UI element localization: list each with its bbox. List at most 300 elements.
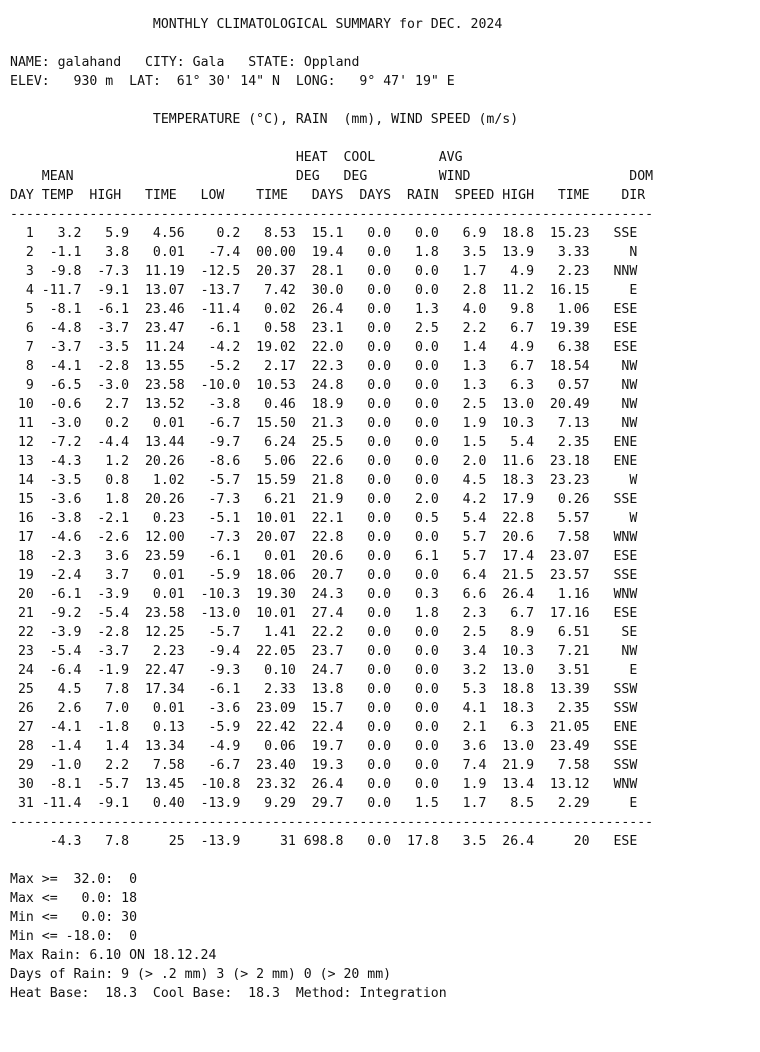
cell-heat-deg-days: 24.8	[295, 378, 344, 393]
cell-rain: 0.0	[391, 777, 439, 792]
cell-rain: 0.0	[391, 283, 439, 298]
cell-high-time: 1.02	[129, 473, 185, 488]
cell-cool-deg-days: 0.0	[343, 663, 392, 678]
cell-day: 2	[10, 245, 34, 260]
cell-mean-temp: 3.2	[33, 226, 82, 241]
cell-avg-wind-speed: 2.5	[438, 625, 487, 640]
table-row	[10, 737, 653, 756]
cell-day: 20	[10, 587, 34, 602]
summary-row	[10, 832, 653, 851]
cell-high: 2.2	[81, 758, 130, 773]
cell-rain: 0.0	[391, 226, 439, 241]
cell-high-time: 13.34	[129, 739, 185, 754]
cell-low-time: 0.58	[240, 321, 296, 336]
cell-high-time: 11.19	[129, 264, 185, 279]
cell-low-time: 23.40	[240, 758, 296, 773]
cell-low: -5.1	[184, 511, 241, 526]
cell-rain: 0.0	[391, 644, 439, 659]
cell-day: 6	[10, 321, 34, 336]
cell-wind-time: 2.35	[534, 701, 590, 716]
cell-mean-temp: -4.1	[33, 359, 82, 374]
cell-cool-deg-days: 0.0	[343, 473, 392, 488]
cell-high: -1.9	[81, 663, 130, 678]
cell-day: 27	[10, 720, 34, 735]
cell-mean-temp: -1.4	[33, 739, 82, 754]
cell-wind-time: 23.23	[534, 473, 590, 488]
footer-bases: Heat Base: 18.3 Cool Base: 18.3 Method: Integration	[10, 986, 447, 1001]
cell-low: -6.1	[184, 549, 241, 564]
cell-low: -5.7	[184, 473, 241, 488]
cell-mean-temp: -3.7	[33, 340, 82, 355]
cell-high: 1.8	[81, 492, 130, 507]
cell-wind-time: 0.57	[534, 378, 590, 393]
cell-wind-high: 18.3	[486, 701, 535, 716]
cell-cool-deg-days: 0.0	[343, 283, 392, 298]
cell-cool-deg-days: 0.0	[343, 492, 392, 507]
cell-cool-deg-days: 0.0	[343, 606, 392, 621]
cell-day: 4	[10, 283, 34, 298]
cell-low-time: 0.01	[240, 549, 296, 564]
cell-heat-deg-days: 24.3	[295, 587, 344, 602]
station-lat: 61° 30' 14" N	[176, 74, 280, 89]
cell-rain: 1.5	[391, 796, 439, 811]
cell-wind-time: 7.58	[534, 758, 590, 773]
cell-day: 28	[10, 739, 34, 754]
cell-avg-wind-speed: 4.5	[438, 473, 487, 488]
cell-rain: 0.0	[391, 454, 439, 469]
table-row	[10, 680, 653, 699]
cell-high-time: 11.24	[129, 340, 185, 355]
cell-heat-deg-days: 23.1	[295, 321, 344, 336]
cell-dom-dir: SE	[589, 625, 638, 640]
cell-low-time: 2.17	[240, 359, 296, 374]
cell-wind-time: 23.18	[534, 454, 590, 469]
cell-wind-high: 11.6	[486, 454, 535, 469]
header-line: HEAT COOL AVG	[10, 150, 463, 165]
cell-high: -3.0	[81, 378, 130, 393]
cell-heat-deg-days: 22.1	[295, 511, 344, 526]
cell-day: 15	[10, 492, 34, 507]
cell-rain: 0.0	[391, 625, 439, 640]
cell-wind-time: 2.23	[534, 264, 590, 279]
cell-avg-wind-speed: 4.2	[438, 492, 487, 507]
cell-wind-high: 6.3	[486, 378, 535, 393]
cell-cool-deg-days: 0.0	[343, 720, 392, 735]
cell-high: 0.8	[81, 473, 130, 488]
cell-cool-deg-days: 0.0	[343, 549, 392, 564]
cell-rain: 1.3	[391, 302, 439, 317]
cell-rain: 2.0	[391, 492, 439, 507]
station-name: galahand	[57, 55, 122, 70]
cell-wind-high: 8.9	[486, 625, 535, 640]
cell-day: 18	[10, 549, 34, 564]
cell-high-time: 2.23	[129, 644, 185, 659]
cell-avg-wind-speed: 2.2	[438, 321, 487, 336]
table-row	[10, 699, 653, 718]
cell-high: 3.8	[81, 245, 130, 260]
cell-dom-dir: ESE	[589, 340, 638, 355]
cell-low: -6.7	[184, 416, 241, 431]
cell-mean-temp: 2.6	[33, 701, 82, 716]
cell-low: -3.8	[184, 397, 241, 412]
cell-dom-dir: WNW	[589, 530, 638, 545]
cell-low: -13.9	[184, 834, 241, 849]
cell-wind-time: 19.39	[534, 321, 590, 336]
cell-rain: 0.0	[391, 378, 439, 393]
cell-avg-wind-speed: 3.6	[438, 739, 487, 754]
cell-cool-deg-days: 0.0	[343, 264, 392, 279]
cell-high: -5.4	[81, 606, 130, 621]
cell-heat-deg-days: 23.7	[295, 644, 344, 659]
cell-heat-deg-days: 22.0	[295, 340, 344, 355]
cell-cool-deg-days: 0.0	[343, 226, 392, 241]
cell-high: 5.9	[81, 226, 130, 241]
cell-cool-deg-days: 0.0	[343, 796, 392, 811]
cell-rain: 0.0	[391, 397, 439, 412]
cell-cool-deg-days: 0.0	[343, 587, 392, 602]
cell-high: -7.3	[81, 264, 130, 279]
cell-wind-time: 3.33	[534, 245, 590, 260]
cell-low-time: 0.46	[240, 397, 296, 412]
cell-heat-deg-days: 19.3	[295, 758, 344, 773]
cell-rain: 0.5	[391, 511, 439, 526]
cell-mean-temp: -1.0	[33, 758, 82, 773]
cell-low-time: 9.29	[240, 796, 296, 811]
cell-dom-dir: NW	[589, 644, 638, 659]
cell-mean-temp: -0.6	[33, 397, 82, 412]
cell-mean-temp: -4.1	[33, 720, 82, 735]
table-row	[10, 661, 653, 680]
cell-high-time: 4.56	[129, 226, 185, 241]
cell-heat-deg-days: 22.2	[295, 625, 344, 640]
cell-cool-deg-days: 0.0	[343, 302, 392, 317]
cell-low: -10.0	[184, 378, 241, 393]
cell-heat-deg-days: 25.5	[295, 435, 344, 450]
cell-rain: 0.0	[391, 340, 439, 355]
cell-rain: 6.1	[391, 549, 439, 564]
cell-high-time: 0.13	[129, 720, 185, 735]
cell-heat-deg-days: 26.4	[295, 302, 344, 317]
cell-day: 29	[10, 758, 34, 773]
cell-mean-temp: -7.2	[33, 435, 82, 450]
cell-rain: 0.0	[391, 264, 439, 279]
cell-cool-deg-days: 0.0	[343, 701, 392, 716]
cell-high-time: 0.01	[129, 587, 185, 602]
cell-rain: 0.0	[391, 473, 439, 488]
cell-heat-deg-days: 21.3	[295, 416, 344, 431]
cell-low: -5.2	[184, 359, 241, 374]
cell-low-time: 10.01	[240, 606, 296, 621]
cell-avg-wind-speed: 7.4	[438, 758, 487, 773]
footer-min-extreme: Min <= -18.0: 0	[10, 929, 138, 944]
cell-low-time: 1.41	[240, 625, 296, 640]
cell-dom-dir: SSE	[589, 568, 638, 583]
cell-avg-wind-speed: 5.3	[438, 682, 487, 697]
cell-rain: 0.0	[391, 720, 439, 735]
cell-low: -4.9	[184, 739, 241, 754]
blank-line	[10, 91, 653, 110]
cell-low: -3.6	[184, 701, 241, 716]
cell-low: -5.9	[184, 720, 241, 735]
cell-mean-temp: -4.3	[33, 834, 82, 849]
cell-wind-time: 7.21	[534, 644, 590, 659]
cell-cool-deg-days: 0.0	[343, 834, 392, 849]
cell-heat-deg-days: 698.8	[295, 834, 344, 849]
table-row	[10, 756, 653, 775]
cell-dom-dir: ESE	[589, 606, 638, 621]
cell-low: -6.1	[184, 321, 241, 336]
cell-cool-deg-days: 0.0	[343, 777, 392, 792]
cell-heat-deg-days: 19.4	[295, 245, 344, 260]
cell-high-time: 13.07	[129, 283, 185, 298]
table-row	[10, 433, 653, 452]
table-row	[10, 319, 653, 338]
cell-high-time: 22.47	[129, 663, 185, 678]
table-row	[10, 224, 653, 243]
cell-high: 0.2	[81, 416, 130, 431]
cell-high: -3.9	[81, 587, 130, 602]
table-row	[10, 509, 653, 528]
cell-high: 1.2	[81, 454, 130, 469]
cell-wind-high: 6.7	[486, 359, 535, 374]
cell-low: -11.4	[184, 302, 241, 317]
cell-wind-high: 5.4	[486, 435, 535, 450]
cell-rain: 17.8	[391, 834, 439, 849]
daily-rows	[10, 224, 653, 813]
blank-line	[10, 129, 653, 148]
cell-wind-high: 4.9	[486, 264, 535, 279]
cell-mean-temp: -1.1	[33, 245, 82, 260]
cell-wind-time: 17.16	[534, 606, 590, 621]
cell-cool-deg-days: 0.0	[343, 758, 392, 773]
cell-low-time: 2.33	[240, 682, 296, 697]
cell-avg-wind-speed: 5.7	[438, 549, 487, 564]
table-row	[10, 376, 653, 395]
cell-day: 14	[10, 473, 34, 488]
cell-day: 13	[10, 454, 34, 469]
cell-day: 25	[10, 682, 34, 697]
cell-heat-deg-days: 15.1	[295, 226, 344, 241]
cell-wind-high: 21.5	[486, 568, 535, 583]
cell-dom-dir: NW	[589, 397, 638, 412]
cell-day: 31	[10, 796, 34, 811]
cell-dom-dir: SSE	[589, 739, 638, 754]
cell-low: -6.7	[184, 758, 241, 773]
cell-low: -6.1	[184, 682, 241, 697]
cell-dom-dir: ENE	[589, 454, 638, 469]
cell-mean-temp: -5.4	[33, 644, 82, 659]
cell-low: -13.7	[184, 283, 241, 298]
table-row	[10, 794, 653, 813]
cell-wind-time: 0.26	[534, 492, 590, 507]
cell-mean-temp: -11.4	[33, 796, 82, 811]
blank-line	[10, 34, 653, 53]
cell-rain: 0.0	[391, 530, 439, 545]
cell-high: -2.8	[81, 359, 130, 374]
cell-high: -2.1	[81, 511, 130, 526]
cell-avg-wind-speed: 1.4	[438, 340, 487, 355]
cell-high-time: 0.01	[129, 416, 185, 431]
cell-low-time: 10.01	[240, 511, 296, 526]
cell-wind-high: 13.4	[486, 777, 535, 792]
cell-avg-wind-speed: 2.1	[438, 720, 487, 735]
cell-dom-dir: SSW	[589, 682, 638, 697]
cell-day: 3	[10, 264, 34, 279]
cell-high: 7.8	[81, 834, 130, 849]
cell-low-time: 20.07	[240, 530, 296, 545]
cell-high: -3.7	[81, 644, 130, 659]
cell-mean-temp: -8.1	[33, 777, 82, 792]
cell-avg-wind-speed: 1.5	[438, 435, 487, 450]
cell-cool-deg-days: 0.0	[343, 530, 392, 545]
table-row	[10, 395, 653, 414]
cell-dom-dir: WNW	[589, 587, 638, 602]
cell-low: -4.2	[184, 340, 241, 355]
cell-low: -9.7	[184, 435, 241, 450]
cell-high-time: 23.58	[129, 378, 185, 393]
cell-day: 1	[10, 226, 34, 241]
cell-low: -5.9	[184, 568, 241, 583]
cell-mean-temp: -3.8	[33, 511, 82, 526]
footer-rain-days: Days of Rain: 9 (> .2 mm) 3 (> 2 mm) 0 (> 20 mm)	[10, 967, 392, 982]
cell-low-time: 0.10	[240, 663, 296, 678]
cell-mean-temp: -8.1	[33, 302, 82, 317]
table-row	[10, 452, 653, 471]
cell-avg-wind-speed: 1.9	[438, 416, 487, 431]
cell-wind-time: 20	[534, 834, 590, 849]
cell-heat-deg-days: 18.9	[295, 397, 344, 412]
cell-wind-high: 18.8	[486, 226, 535, 241]
cell-avg-wind-speed: 1.9	[438, 777, 487, 792]
cell-wind-time: 23.57	[534, 568, 590, 583]
cell-wind-time: 6.51	[534, 625, 590, 640]
cell-dom-dir: WNW	[589, 777, 638, 792]
cell-high: -6.1	[81, 302, 130, 317]
cell-cool-deg-days: 0.0	[343, 245, 392, 260]
cell-avg-wind-speed: 3.5	[438, 834, 487, 849]
cell-heat-deg-days: 30.0	[295, 283, 344, 298]
cell-heat-deg-days: 22.4	[295, 720, 344, 735]
station-state: Oppland	[303, 55, 360, 70]
cell-wind-time: 15.23	[534, 226, 590, 241]
cell-wind-time: 21.05	[534, 720, 590, 735]
table-row	[10, 642, 653, 661]
cell-high-time: 0.01	[129, 245, 185, 260]
cell-rain: 0.0	[391, 739, 439, 754]
table-row	[10, 623, 653, 642]
cell-dom-dir: SSE	[589, 226, 638, 241]
cell-low-time: 10.53	[240, 378, 296, 393]
cell-heat-deg-days: 26.4	[295, 777, 344, 792]
cell-rain: 0.0	[391, 416, 439, 431]
cell-high: -3.5	[81, 340, 130, 355]
cell-mean-temp: -9.8	[33, 264, 82, 279]
cell-mean-temp: -11.7	[33, 283, 82, 298]
cell-rain: 0.0	[391, 701, 439, 716]
cell-wind-time: 13.39	[534, 682, 590, 697]
cell-wind-time: 5.57	[534, 511, 590, 526]
cell-mean-temp: -6.4	[33, 663, 82, 678]
table-row	[10, 357, 653, 376]
cell-wind-high: 13.0	[486, 739, 535, 754]
table-row	[10, 471, 653, 490]
cell-high-time: 13.52	[129, 397, 185, 412]
cell-wind-time: 18.54	[534, 359, 590, 374]
header-line: DAY TEMP HIGH TIME LOW TIME DAYS DAYS RAIN SPEED HIGH TIME DIR	[10, 188, 646, 203]
table-row	[10, 528, 653, 547]
cell-mean-temp: -3.6	[33, 492, 82, 507]
station-long: 9° 47' 19" E	[359, 74, 455, 89]
cell-wind-high: 6.3	[486, 720, 535, 735]
footer-max-hot: Max >= 32.0: 0	[10, 872, 138, 887]
cell-high: -4.4	[81, 435, 130, 450]
cell-wind-high: 20.6	[486, 530, 535, 545]
cell-wind-time: 7.13	[534, 416, 590, 431]
cell-low: -12.5	[184, 264, 241, 279]
cell-avg-wind-speed: 2.3	[438, 606, 487, 621]
cell-high-time: 23.59	[129, 549, 185, 564]
cell-wind-time: 23.07	[534, 549, 590, 564]
cell-cool-deg-days: 0.0	[343, 625, 392, 640]
cell-dom-dir: NW	[589, 359, 638, 374]
cell-low-time: 6.21	[240, 492, 296, 507]
cell-high-time: 0.23	[129, 511, 185, 526]
cell-high-time: 0.40	[129, 796, 185, 811]
cell-low-time: 15.59	[240, 473, 296, 488]
cell-day: 24	[10, 663, 34, 678]
cell-wind-time: 20.49	[534, 397, 590, 412]
cell-wind-high: 8.5	[486, 796, 535, 811]
cell-wind-high: 26.4	[486, 587, 535, 602]
cell-avg-wind-speed: 6.4	[438, 568, 487, 583]
cell-heat-deg-days: 24.7	[295, 663, 344, 678]
cell-day: 26	[10, 701, 34, 716]
cell-low-time: 00.00	[240, 245, 296, 260]
cell-mean-temp: -2.3	[33, 549, 82, 564]
table-row	[10, 414, 653, 433]
cell-high: -2.8	[81, 625, 130, 640]
cell-heat-deg-days: 15.7	[295, 701, 344, 716]
cell-heat-deg-days: 22.3	[295, 359, 344, 374]
cell-cool-deg-days: 0.0	[343, 682, 392, 697]
cell-day: 21	[10, 606, 34, 621]
cell-low-time: 19.02	[240, 340, 296, 355]
cell-low-time: 0.02	[240, 302, 296, 317]
cell-avg-wind-speed: 1.3	[438, 359, 487, 374]
cell-mean-temp: -3.0	[33, 416, 82, 431]
cell-wind-time: 1.16	[534, 587, 590, 602]
footer-max-cold: Max <= 0.0: 18	[10, 891, 138, 906]
cell-dom-dir: ENE	[589, 435, 638, 450]
cell-wind-high: 22.8	[486, 511, 535, 526]
cell-day: 8	[10, 359, 34, 374]
cell-day: 23	[10, 644, 34, 659]
cell-avg-wind-speed: 5.7	[438, 530, 487, 545]
cell-avg-wind-speed: 3.5	[438, 245, 487, 260]
cell-avg-wind-speed: 1.7	[438, 796, 487, 811]
cell-wind-high: 6.7	[486, 321, 535, 336]
cell-dom-dir: E	[589, 796, 638, 811]
cell-low-time: 22.05	[240, 644, 296, 659]
cell-low: -5.7	[184, 625, 241, 640]
cell-day	[10, 834, 34, 849]
cell-dom-dir: ESE	[589, 302, 638, 317]
cell-low: -7.3	[184, 492, 241, 507]
blank-line	[10, 851, 653, 870]
cell-dom-dir: NNW	[589, 264, 638, 279]
cell-dom-dir: SSE	[589, 492, 638, 507]
cell-cool-deg-days: 0.0	[343, 511, 392, 526]
